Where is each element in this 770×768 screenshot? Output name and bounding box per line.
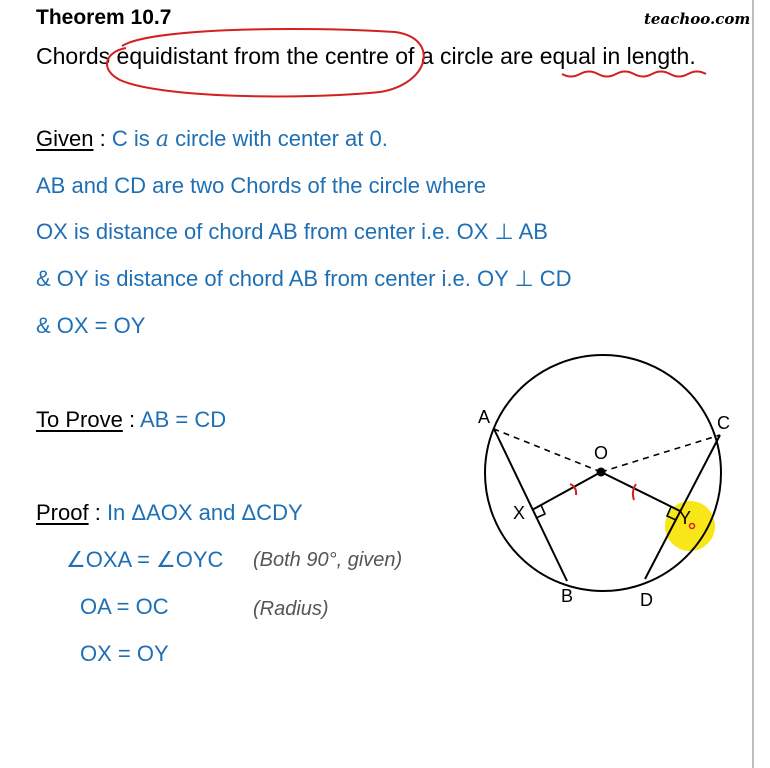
segment-OX [532, 472, 601, 510]
label-B: B [561, 586, 574, 606]
segment-OY [601, 472, 680, 511]
circle-annotation [107, 29, 424, 97]
given-line-4: & OY is distance of chord AB from center i.e. OY ⊥ CD [36, 266, 572, 291]
to-prove-label: To Prove [36, 407, 123, 432]
statement-underlined-phrase: equal in length [539, 43, 690, 69]
radius-OA [494, 429, 601, 472]
given-line-5: & OX = OY [36, 313, 146, 338]
underline-annotation [562, 72, 706, 77]
given-line-3: OX is distance of chord AB from center i.e. OX ⊥ AB [36, 219, 548, 244]
given-text-1a: C is [111, 126, 156, 151]
statement-text-mid: f a circle are [408, 43, 540, 69]
center-point-O [597, 468, 606, 477]
proof-statement-2: OA = OC [80, 594, 169, 619]
proof-reason-1: (Both 90°, given) [253, 549, 403, 571]
chord-CD [645, 435, 720, 579]
label-X: X [513, 503, 526, 523]
label-C: C [717, 413, 730, 433]
label-O: O [594, 443, 609, 463]
tick-mark-OY [633, 484, 636, 500]
proof-intro: In ΔAOX and ΔCDY [106, 500, 303, 525]
statement-circled-phrase: equidistant from the centre o [116, 43, 409, 69]
statement-text-before: Chords [36, 43, 117, 69]
to-prove-text: AB = CD [139, 407, 227, 432]
theorem-title: Theorem 10.7 [36, 6, 172, 29]
chord-AB [494, 429, 567, 581]
given-label: Given [36, 126, 94, 151]
label-D: D [640, 590, 653, 610]
radius-OC [601, 435, 720, 472]
label-Y: Y [679, 508, 692, 528]
to-prove-separator: : [122, 407, 140, 432]
given-line-2: AB and CD are two Chords of the circle where [36, 173, 486, 198]
given-text-1-italic: a [155, 127, 169, 152]
brand-logo: teachoo.com [644, 10, 751, 28]
given-text-1b: circle with center at 0. [168, 126, 388, 151]
proof-separator: : [88, 500, 107, 525]
statement-text-end: . [689, 43, 696, 69]
proof-statement-1: ∠OXA = ∠OYC [66, 547, 224, 572]
proof-reason-2: (Radius) [253, 598, 329, 620]
label-A: A [478, 407, 491, 427]
proof-label: Proof [36, 500, 89, 525]
proof-statement-3: OX = OY [80, 641, 169, 666]
given-separator: : [93, 126, 112, 151]
